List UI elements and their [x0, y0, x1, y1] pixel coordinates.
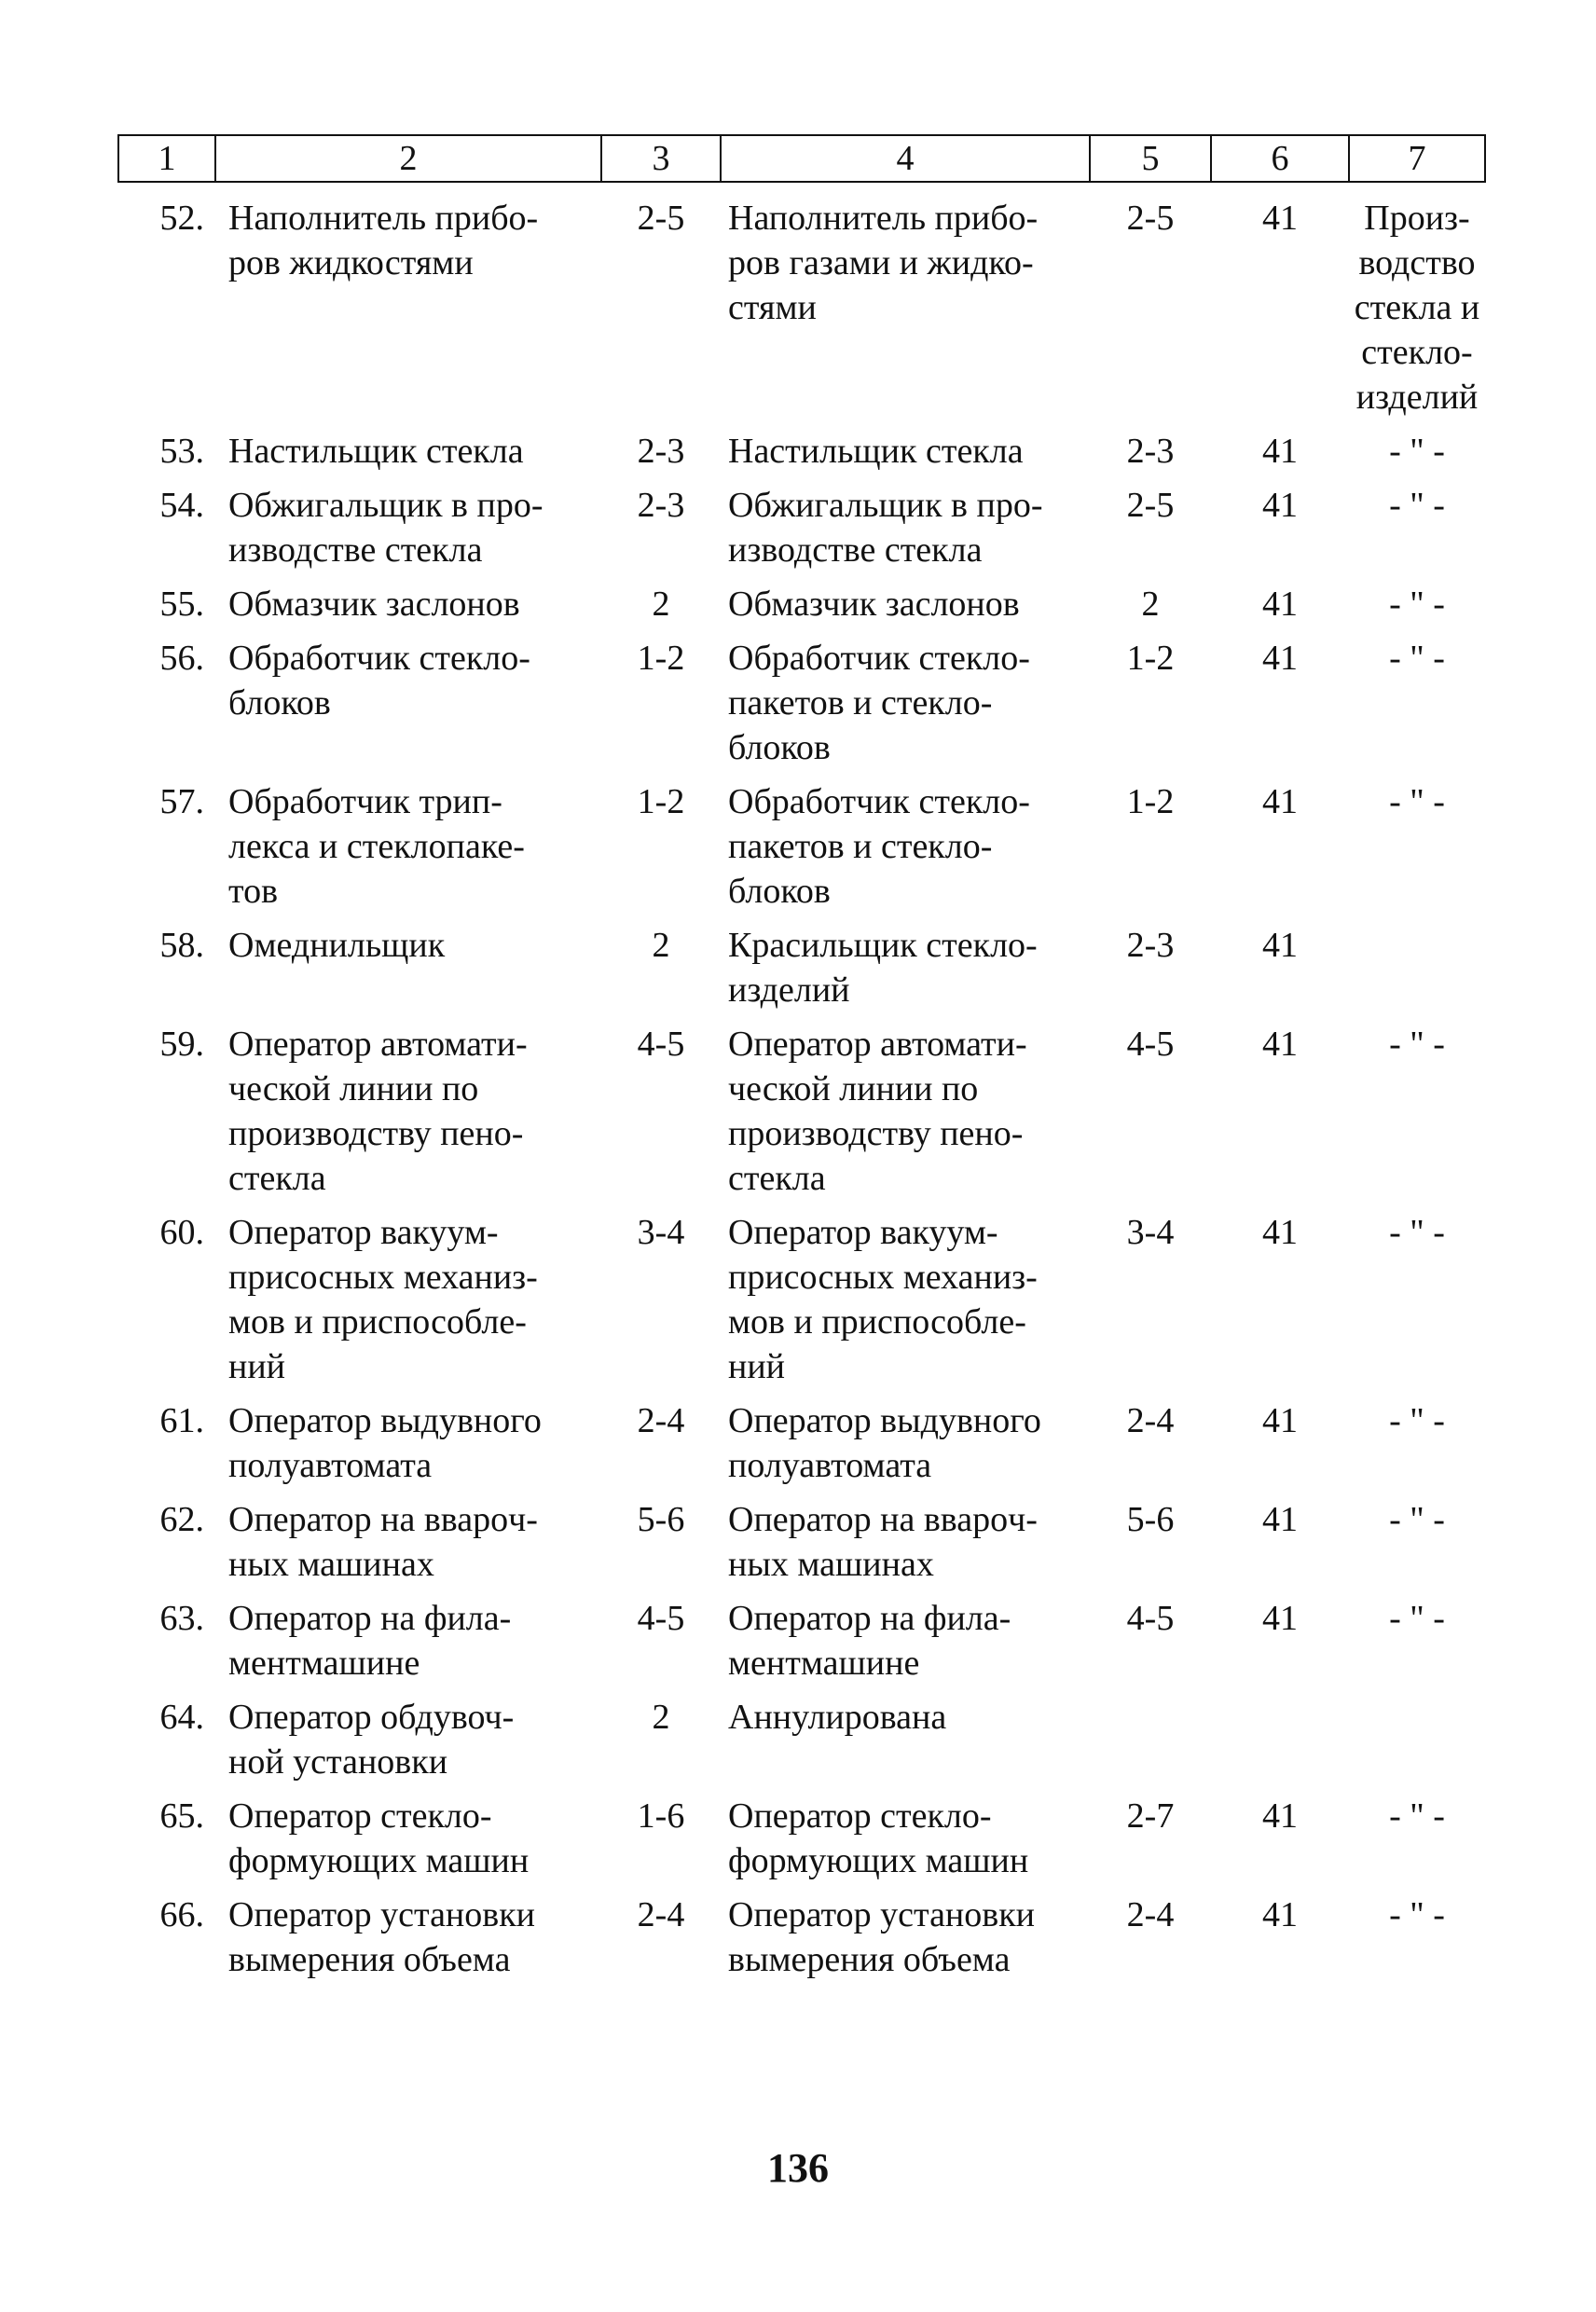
profession-name: Обработчик стекло- блоков — [228, 639, 530, 722]
issue-code: 41 — [1262, 1796, 1298, 1836]
new-profession-name: Оператор автомати- ческой линии по производству пено- стекла — [728, 1025, 1027, 1198]
issue-code: 41 — [1262, 926, 1298, 965]
row-number: 58. — [159, 926, 204, 965]
table-row — [118, 1892, 1485, 1991]
grade-range: 2-5 — [637, 199, 685, 238]
production-section: - " - — [1389, 1025, 1445, 1064]
new-profession-name: Красильщик стекло- изделий — [728, 926, 1038, 1010]
issue-code: 41 — [1262, 1895, 1298, 1934]
production-section: - " - — [1389, 1213, 1445, 1252]
new-profession-name: Оператор выдувного полуавтомата — [728, 1401, 1041, 1485]
grade-range: 2-3 — [637, 486, 685, 525]
row-number: 59. — [159, 1025, 204, 1064]
production-section: Произ- водство стекла и стекло- изделий — [1354, 199, 1480, 417]
new-grade-range — [1090, 1695, 1211, 1794]
production-section: - " - — [1389, 585, 1445, 624]
new-grade-range: 2-3 — [1126, 926, 1175, 965]
issue-code — [1211, 1695, 1349, 1794]
table-row — [118, 1695, 1485, 1794]
production-section — [1349, 923, 1485, 1022]
grade-range: 2-4 — [637, 1401, 685, 1440]
issue-code: 41 — [1262, 432, 1298, 471]
new-grade-range: 2-5 — [1126, 199, 1175, 238]
header-cell-7: 7 — [1349, 135, 1485, 182]
row-number: 65. — [159, 1796, 204, 1836]
production-section: - " - — [1389, 782, 1445, 821]
grade-range: 1-2 — [637, 639, 685, 678]
new-profession-name: Аннулирована — [728, 1698, 947, 1737]
table-row — [118, 1210, 1485, 1398]
new-grade-range: 2-7 — [1126, 1796, 1175, 1836]
new-profession-name: Обработчик стекло- пакетов и стекло- блоков — [728, 639, 1030, 767]
professions-table — [117, 134, 1486, 1991]
grade-range: 5-6 — [637, 1500, 685, 1539]
new-grade-range: 4-5 — [1126, 1599, 1175, 1638]
profession-name: Оператор на фила- ментмашине — [228, 1599, 512, 1683]
issue-code: 41 — [1262, 1213, 1298, 1252]
grade-range: 1-2 — [637, 782, 685, 821]
new-grade-range: 4-5 — [1126, 1025, 1175, 1064]
profession-name: Оператор на вварoч- ных машинах — [228, 1500, 538, 1584]
new-grade-range: 2-4 — [1126, 1401, 1175, 1440]
profession-name: Обмазчик заслонов — [228, 585, 520, 624]
new-grade-range: 5-6 — [1126, 1500, 1175, 1539]
grade-range: 4-5 — [637, 1599, 685, 1638]
production-section: - " - — [1389, 486, 1445, 525]
issue-code: 41 — [1262, 782, 1298, 821]
grade-range: 4-5 — [637, 1025, 685, 1064]
grade-range: 2 — [652, 926, 670, 965]
table-row — [118, 1596, 1485, 1695]
production-section — [1349, 1695, 1485, 1794]
new-profession-name: Оператор стекло- формующих машин — [728, 1796, 1029, 1880]
table-row — [118, 1022, 1485, 1210]
row-number: 52. — [159, 199, 204, 238]
issue-code: 41 — [1262, 585, 1298, 624]
header-cell-4: 4 — [721, 135, 1090, 182]
new-profession-name: Оператор на фила- ментмашине — [728, 1599, 1011, 1683]
production-section: - " - — [1389, 432, 1445, 471]
issue-code: 41 — [1262, 1599, 1298, 1638]
new-grade-range: 1-2 — [1126, 782, 1175, 821]
table-row — [118, 1497, 1485, 1596]
grade-range: 3-4 — [637, 1213, 685, 1252]
profession-name: Обжигальщик в про- изводстве стекла — [228, 486, 543, 570]
profession-name: Оператор стекло- формующих машин — [228, 1796, 530, 1880]
production-section: - " - — [1389, 1500, 1445, 1539]
row-number: 61. — [159, 1401, 204, 1440]
profession-name: Оператор автомати- ческой линии по производству пено- стекла — [228, 1025, 528, 1198]
table-row — [118, 779, 1485, 923]
profession-name: Омеднильщик — [228, 926, 446, 965]
row-number: 55. — [159, 585, 204, 624]
new-grade-range: 2-5 — [1126, 486, 1175, 525]
table-row — [118, 582, 1485, 636]
new-profession-name: Оператор установки вымерения объема — [728, 1895, 1036, 1979]
new-profession-name: Обжигальщик в про- изводстве стекла — [728, 486, 1043, 570]
production-section: - " - — [1389, 639, 1445, 678]
grade-range: 2 — [652, 585, 670, 624]
page-number: 136 — [767, 2145, 829, 2191]
row-number: 60. — [159, 1213, 204, 1252]
new-grade-range: 2-4 — [1126, 1895, 1175, 1934]
new-grade-range: 3-4 — [1126, 1213, 1175, 1252]
issue-code: 41 — [1262, 1025, 1298, 1064]
production-section: - " - — [1389, 1895, 1445, 1934]
new-grade-range: 2-3 — [1126, 432, 1175, 471]
table-row — [118, 182, 1485, 429]
issue-code: 41 — [1262, 486, 1298, 525]
production-section: - " - — [1389, 1796, 1445, 1836]
profession-name: Оператор обдувоч- ной установки — [228, 1698, 515, 1782]
row-number: 66. — [159, 1895, 204, 1934]
header-cell-1: 1 — [118, 135, 215, 182]
table-row — [118, 483, 1485, 582]
table-row — [118, 923, 1485, 1022]
grade-range: 2-3 — [637, 432, 685, 471]
profession-name: Оператор выдувного полуавтомата — [228, 1401, 542, 1485]
production-section: - " - — [1389, 1401, 1445, 1440]
row-number: 54. — [159, 486, 204, 525]
grade-range: 2-4 — [637, 1895, 685, 1934]
profession-name: Оператор вакуум- присосных механиз- мов и приспособле- ний — [228, 1213, 538, 1386]
row-number: 53. — [159, 432, 204, 471]
new-profession-name: Настильщик стекла — [728, 432, 1024, 471]
new-grade-range: 2 — [1141, 585, 1160, 624]
row-number: 57. — [159, 782, 204, 821]
issue-code: 41 — [1262, 1401, 1298, 1440]
row-number: 63. — [159, 1599, 204, 1638]
new-profession-name: Оператор на вварoч- ных машинах — [728, 1500, 1038, 1584]
header-cell-6: 6 — [1211, 135, 1349, 182]
header-cell-3: 3 — [601, 135, 721, 182]
row-number: 64. — [159, 1698, 204, 1737]
table-row — [118, 1794, 1485, 1892]
grade-range: 2 — [652, 1698, 670, 1737]
issue-code: 41 — [1262, 199, 1298, 238]
grade-range: 1-6 — [637, 1796, 685, 1836]
header-cell-5: 5 — [1090, 135, 1211, 182]
row-number: 62. — [159, 1500, 204, 1539]
table-row — [118, 1398, 1485, 1497]
new-profession-name: Наполнитель прибо- ров газами и жидко- стями — [728, 199, 1039, 327]
issue-code: 41 — [1262, 1500, 1298, 1539]
header-cell-2: 2 — [215, 135, 601, 182]
table-row — [118, 429, 1485, 483]
profession-name: Обработчик трип- лекса и стеклопаке- тов — [228, 782, 525, 911]
new-profession-name: Оператор вакуум- присосных механиз- мов и приспособле- ний — [728, 1213, 1038, 1386]
new-profession-name: Обмазчик заслонов — [728, 585, 1020, 624]
row-number: 56. — [159, 639, 204, 678]
profession-name: Наполнитель прибо- ров жидкостями — [228, 199, 539, 282]
header-row — [118, 135, 1485, 182]
profession-name: Оператор установки вымерения объема — [228, 1895, 536, 1979]
production-section: - " - — [1389, 1599, 1445, 1638]
table-row — [118, 636, 1485, 779]
profession-name: Настильщик стекла — [228, 432, 524, 471]
issue-code: 41 — [1262, 639, 1298, 678]
new-profession-name: Обработчик стекло- пакетов и стекло- блоков — [728, 782, 1030, 911]
new-grade-range: 1-2 — [1126, 639, 1175, 678]
